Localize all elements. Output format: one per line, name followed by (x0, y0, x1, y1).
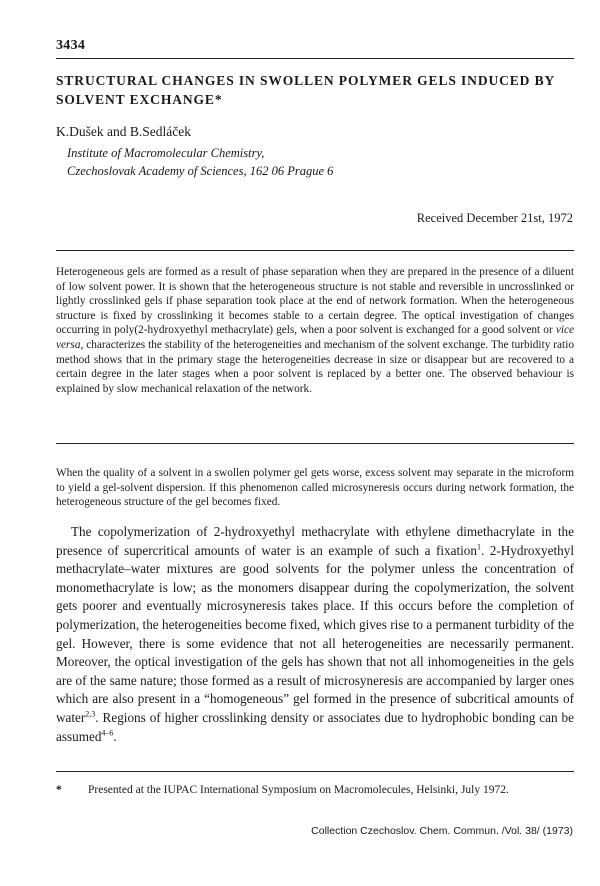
journal-citation-footer: Collection Czechoslov. Chem. Commun. /Vol. 38/ (1973) (311, 825, 573, 837)
header-rule (56, 58, 574, 59)
footnote-rule (56, 771, 574, 772)
affiliation-line-1: Institute of Macromolecular Chemistry, (67, 146, 265, 160)
author-connector: and (103, 124, 130, 139)
abstract-text-2: , characterizes the stability of the heterogeneities and mechanism of the solvent exchange. The turbidity ratio method shows that in the primary stage the heterogeneities decrease in size or disappear but are recovered to a certain degree in the later stages when a poor solvent is replaced by a better one. The observed behaviour is explained by slow mechanical relaxation of the network. (56, 338, 574, 395)
abstract-text-1: Heterogeneous gels are formed as a result of phase separation when they are prepared in the presence of a diluent of low solvent power. It is shown that the heterogeneous structure is not stable and reversible in uncrosslinked or lightly crosslinked gels if phase separation took place at the end of network formation. When the heterogeneous structure is fixed by crosslinking it becomes stable to a certain degree. The optical investigation of changes occurring in poly(2-hydroxyethyl methacrylate) gels, when a poor solvent is exchanged for a good solvent or (56, 266, 574, 337)
intro-paragraph: When the quality of a solvent in a swollen polymer gel gets worse, excess solvent may separate in the microform to yield a gel-solvent dispersion. If this phenomenon called microsyneresis occurs during network formation, the heterogeneous structure of the gel becomes fixed. (56, 467, 574, 509)
body-text-1: The copolymerization of 2-hydroxyethyl methacrylate with ethylene dimethacrylate in the presence of supercritical amounts of water is an example of such a fixation (56, 524, 574, 558)
article-title: STRUCTURAL CHANGES IN SWOLLEN POLYMER GELS INDUCED BY SOLVENT EXCHANGE* (56, 73, 555, 107)
body-text-3: . Regions of higher crosslinking density or associates due to hydrophobic bonding can be assumed (56, 709, 574, 744)
affiliation-line-2: Czechoslovak Academy of Sciences, 162 06 Prague 6 (67, 163, 334, 178)
footnote-mark: * (56, 784, 62, 796)
abstract-top-rule (56, 250, 574, 251)
page-number: 3434 (56, 38, 86, 53)
abstract-italic: vice versa (56, 324, 574, 351)
citation-1: 1 (476, 542, 481, 552)
abstract-bottom-rule (56, 443, 574, 444)
footnote (56, 783, 574, 798)
author2-name: Sedláček (142, 124, 191, 139)
body-text-4: . (113, 728, 117, 744)
author1-name: Dušek (69, 124, 104, 139)
citation-3: 4–6 (101, 728, 114, 738)
citation-2: 2,3 (85, 709, 96, 719)
author2-initial: B. (129, 124, 143, 139)
affiliation (67, 145, 333, 180)
author-line (56, 124, 191, 140)
footnote-text: Presented at the IUPAC International Symposium on Macromolecules, Helsinki, July 1972. (88, 784, 509, 796)
abstract (56, 265, 574, 396)
received-date: Received December 21st, 1972 (416, 211, 573, 225)
body-paragraph (56, 523, 574, 746)
body-text-2: . 2-Hydroxyethyl methacrylate–water mixtures are good solvents for the polymer unless the concentration of monomethacrylate is low; as the monomers disappear during the copolymerization, the solvent gets poorer and eventually microsyneresis takes place. If this occurs before the completion of polymerization, the heterogeneities become fixed, which gives rise to a permanent turbidity of the gel. However, there is some evidence that not all heterogeneities are necessarily permanent. Moreover, the optical investigation of the gels has shown that not all inhomogeneities in the gels are of the same nature; those formed as a result of microsyneresis are accompanied by larger ones which are also present in a “homogeneous” gel formed in the presence of subcritical amounts of water (56, 542, 574, 725)
author1-initial: K. (56, 124, 70, 139)
